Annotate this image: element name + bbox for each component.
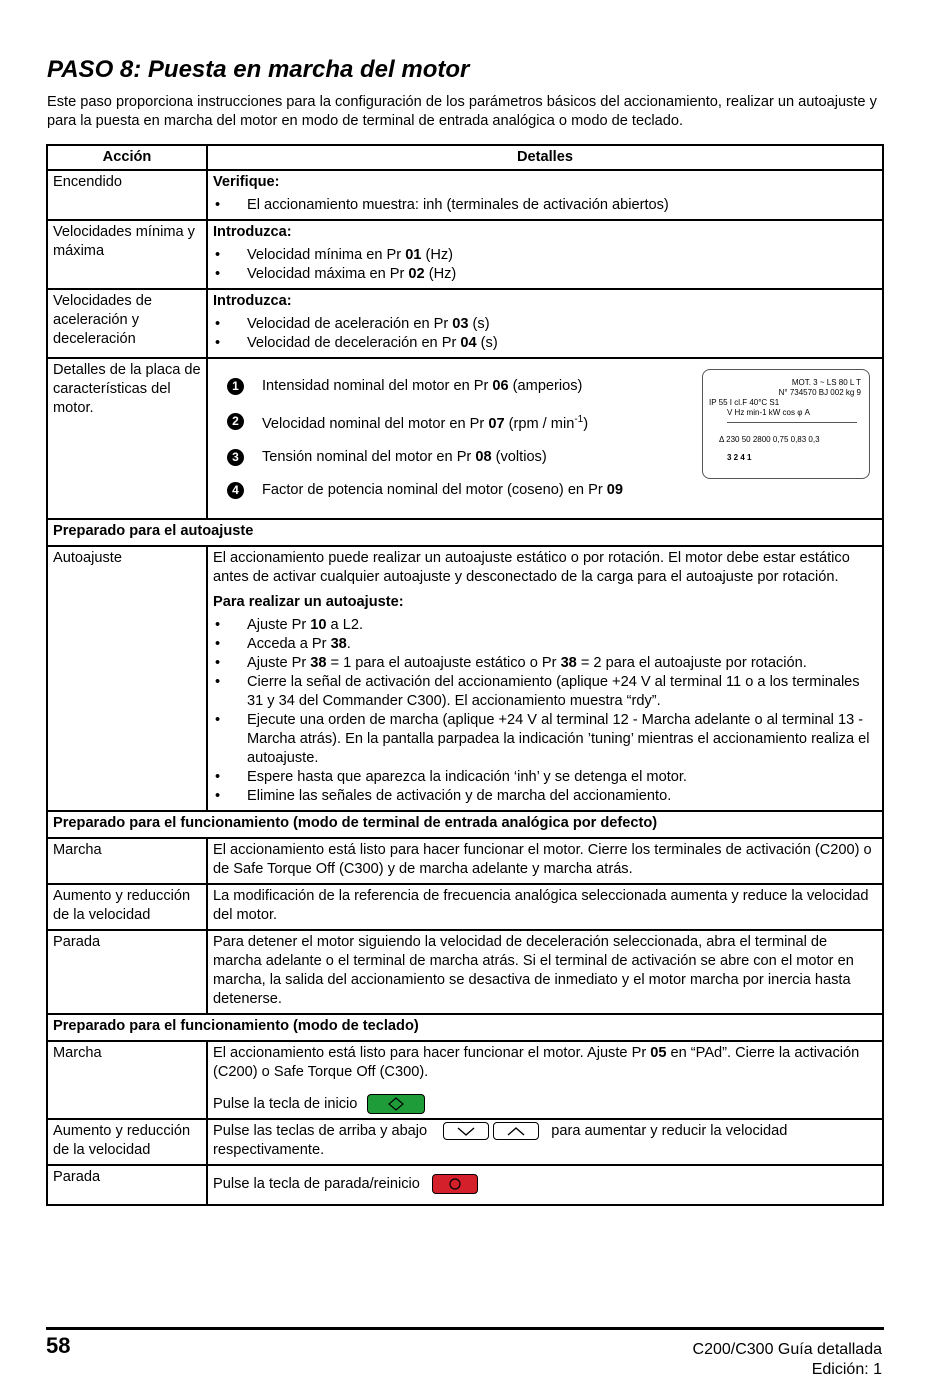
table-row	[47, 1119, 883, 1165]
accion-marcha: Marcha	[47, 838, 207, 884]
header-detalles: Detalles	[207, 145, 883, 170]
table-row	[47, 1165, 883, 1205]
accion-placa: Detalles de la placa de características del motor.	[47, 358, 207, 519]
footer-rule	[46, 1327, 884, 1330]
motor-nameplate-image: MOT. 3 ~ LS 80 L T N° 734570 BJ 002 kg 9 IP 55 I cl.F 40°C S1 V Hz min-1 kW cos φ A Δ 230 50 2800 0,75 0,83 0,3 3 2 4 1	[702, 369, 870, 479]
detalles-placa	[207, 358, 883, 519]
list-item: • Espere hasta que aparezca la indicación ‘inh’ y se detenga el motor.	[213, 768, 877, 787]
table-row	[47, 220, 883, 289]
table-row	[47, 170, 883, 220]
accion-marcha-teclado: Marcha	[47, 1041, 207, 1119]
section-teclado: Preparado para el funcionamiento (modo de teclado)	[47, 1014, 883, 1041]
accion-parada: Parada	[47, 930, 207, 1014]
page-title: PASO 8: Puesta en marcha del motor	[47, 56, 470, 83]
detalles-parada: Para detener el motor siguiendo la velocidad de deceleración seleccionada, abra el terminal de marcha adelante o el terminal de marcha atrás. Si el terminal de activación se abre con el motor en marcha, la salida del accionamiento se desactiva de inmediato y el motor marcha por inercia hasta detenerse.	[207, 930, 883, 1014]
stop-reset-key-icon	[432, 1174, 478, 1194]
section-row	[47, 811, 883, 838]
list-item: • Velocidad mínima en Pr 01 (Hz)	[213, 246, 877, 265]
list-item: • Cierre la señal de activación del accionamiento (aplique +24 V al terminal 11 o a los terminales 31 y 34 del Commander C300). El accionamiento muestra “rdy”.	[213, 673, 877, 711]
table-row	[47, 289, 883, 358]
start-key-icon	[367, 1094, 425, 1114]
table-row	[47, 884, 883, 930]
table-header-row	[47, 145, 883, 170]
table-row	[47, 838, 883, 884]
introduzca-label: Introduzca:	[213, 293, 292, 309]
section-row	[47, 519, 883, 546]
accion-aceleracion: Velocidades de aceleración y deceleración	[47, 289, 207, 358]
page-number: 58	[46, 1333, 71, 1358]
up-key-icon	[493, 1122, 539, 1140]
number-2-icon: 2	[227, 413, 244, 430]
section-autoajuste: Preparado para el autoajuste	[47, 519, 883, 546]
list-item: • Ejecute una orden de marcha (aplique +24 V al terminal 12 - Marcha adelante o al terminal 13 - Marcha atrás). En la pantalla parpadea la indicación ’tuning’ mientras el accionamiento realiza el autoajuste.	[213, 711, 877, 768]
number-4-icon: 4	[227, 482, 244, 499]
detalles-autoajuste	[207, 546, 883, 811]
accion-encendido: Encendido	[47, 170, 207, 220]
table-row	[47, 546, 883, 811]
detalles-marcha-teclado: El accionamiento está listo para hacer funcionar el motor. Ajuste Pr 05 en “PAd”. Cierre la activación (C200) o Safe Torque Off (C300). Pulse la tecla de inicio	[207, 1041, 883, 1119]
section-analog: Preparado para el funcionamiento (modo de terminal de entrada analógica por defecto)	[47, 811, 883, 838]
list-item: • El accionamiento muestra: inh (terminales de activación abiertos)	[213, 196, 877, 215]
table-row	[47, 358, 883, 519]
steps-table	[46, 144, 884, 1206]
list-item: 3 Tensión nominal del motor en Pr 08 (voltios)	[227, 448, 877, 467]
detalles-parada-teclado: Pulse la tecla de parada/reinicio	[207, 1165, 883, 1205]
header-accion: Acción	[47, 145, 207, 170]
list-item: • Ajuste Pr 38 = 1 para el autoajuste estático o Pr 38 = 2 para el autoajuste por rotación.	[213, 654, 877, 673]
section-row	[47, 1014, 883, 1041]
detalles-aumento-teclado: Pulse las teclas de arriba y abajo para aumentar y reducir la velocidad respectivamente.	[207, 1119, 883, 1165]
down-key-icon	[443, 1122, 489, 1140]
list-item: • Elimine las señales de activación y de marcha del accionamiento.	[213, 787, 877, 806]
detalles-aumento: La modificación de la referencia de frecuencia analógica seleccionada aumenta y reduce la velocidad del motor.	[207, 884, 883, 930]
table-row	[47, 1041, 883, 1119]
accion-aumento: Aumento y reducción de la velocidad	[47, 884, 207, 930]
intro-paragraph: Este paso proporciona instrucciones para la configuración de los parámetros básicos del accionamiento, realizar un autoajuste y para la puesta en marcha del motor en modo de terminal de entrada analógica o modo de teclado.	[47, 94, 877, 129]
list-item: 4 Factor de potencia nominal del motor (coseno) en Pr 09	[227, 481, 877, 500]
number-1-icon: 1	[227, 378, 244, 395]
list-item: • Velocidad de aceleración en Pr 03 (s)	[213, 315, 877, 334]
verifique-label: Verifique:	[213, 174, 280, 190]
introduzca-label: Introduzca:	[213, 224, 292, 240]
list-item: • Ajuste Pr 10 a L2.	[213, 616, 877, 635]
list-item: • Velocidad de deceleración en Pr 04 (s)	[213, 334, 877, 353]
list-item: • Acceda a Pr 38.	[213, 635, 877, 654]
accion-velocidades: Velocidades mínima y máxima	[47, 220, 207, 289]
number-3-icon: 3	[227, 449, 244, 466]
start-key-label: Pulse la tecla de inicio	[213, 1095, 358, 1112]
accion-parada-teclado: Parada	[47, 1165, 207, 1205]
accion-autoajuste: Autoajuste	[47, 546, 207, 811]
detalles-marcha: El accionamiento está listo para hacer funcionar el motor. Cierre los terminales de activación (C200) o de Safe Torque Off (C300) y de marcha adelante y marcha atrás.	[207, 838, 883, 884]
accion-aumento-teclado: Aumento y reducción de la velocidad	[47, 1119, 207, 1165]
autoajuste-text: El accionamiento puede realizar un autoajuste estático o por rotación. El motor debe estar estático antes de activar cualquier autoajuste y desconectado de la carga para el autoajuste por rotación.	[213, 549, 850, 585]
list-item: 1 Intensidad nominal del motor en Pr 06 (amperios)	[227, 377, 877, 396]
list-item: • Velocidad máxima en Pr 02 (Hz)	[213, 265, 877, 284]
table-row	[47, 930, 883, 1014]
footer-guide: C200/C300 Guía detallada Edición: 1	[692, 1341, 882, 1378]
detalles-encendido	[207, 170, 883, 220]
detalles-aceleracion	[207, 289, 883, 358]
detalles-velocidades	[207, 220, 883, 289]
autoajuste-label: Para realizar un autoajuste:	[213, 593, 404, 610]
list-item: 2 Velocidad nominal del motor en Pr 07 $(rpm / \min^{-1})$	[227, 410, 877, 434]
